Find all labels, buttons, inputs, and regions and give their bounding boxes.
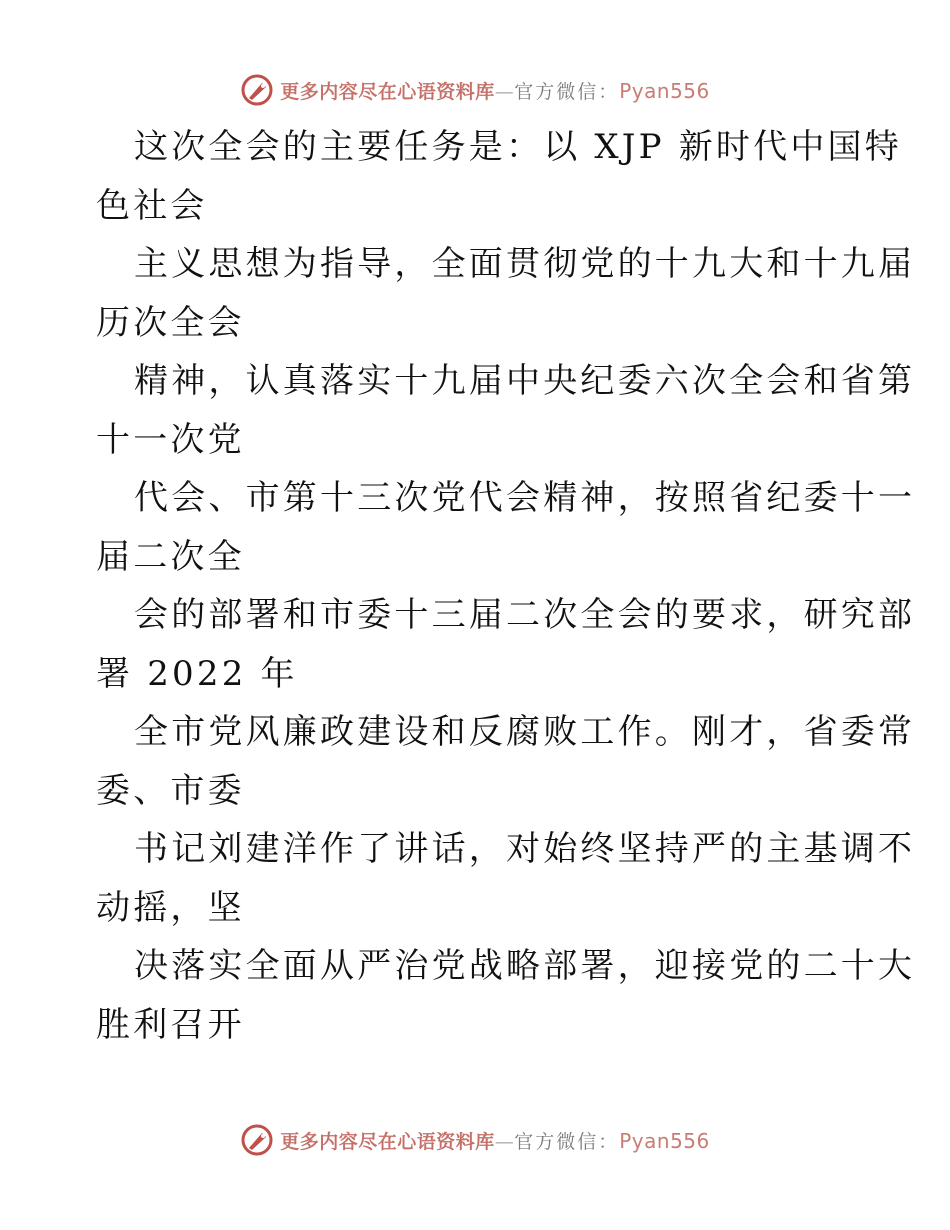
text-line-13: 书记刘建洋作了讲话，对始终坚持严的主基调不: [134, 829, 916, 869]
watermark-text: [280, 77, 710, 104]
watermark-name: 更多内容尽在心语资料库: [280, 80, 495, 103]
text-line-16: 胜利召开: [96, 1004, 245, 1045]
watermark-wechat-id: Pyan556: [619, 1128, 710, 1153]
text-line-3: 主义思想为指导，全面贯彻党的十九大和十九届: [134, 244, 916, 284]
text-line-10: 署 2022 年: [96, 653, 298, 694]
header-watermark: [0, 70, 950, 110]
text-line-15: 决落实全面从严治党战略部署，迎接党的二十大: [134, 946, 916, 986]
footer-watermark: [0, 1120, 950, 1160]
watermark-dash: —: [494, 1130, 515, 1153]
document-body: [96, 118, 916, 1054]
text-line-4: 历次全会: [96, 302, 245, 343]
watermark-wechat-id: Pyan556: [619, 78, 710, 103]
pen-nib-logo-icon: [240, 73, 274, 107]
text-line-2: 色社会: [96, 185, 208, 226]
watermark-text: [280, 1127, 710, 1154]
text-line-1: 这次全会的主要任务是：以 XJP 新时代中国特: [134, 127, 902, 167]
text-line-11: 全市党风廉政建设和反腐败工作。刚才，省委常: [134, 712, 916, 752]
text-line-7: 代会、市第十三次党代会精神，按照省纪委十一: [134, 478, 916, 518]
text-line-12: 委、市委: [96, 770, 245, 811]
text-line-6: 十一次党: [96, 419, 245, 460]
pen-nib-logo-icon: [240, 1123, 274, 1157]
text-line-8: 届二次全: [96, 536, 245, 577]
watermark-wechat-label: 官方微信：: [514, 80, 620, 103]
watermark-name: 更多内容尽在心语资料库: [280, 1130, 495, 1153]
text-line-5: 精神，认真落实十九届中央纪委六次全会和省第: [134, 361, 916, 401]
watermark-dash: —: [494, 80, 515, 103]
text-line-9: 会的部署和市委十三届二次全会的要求，研究部: [134, 595, 916, 635]
text-line-14: 动摇，坚: [96, 887, 245, 928]
watermark-wechat-label: 官方微信：: [514, 1130, 620, 1153]
